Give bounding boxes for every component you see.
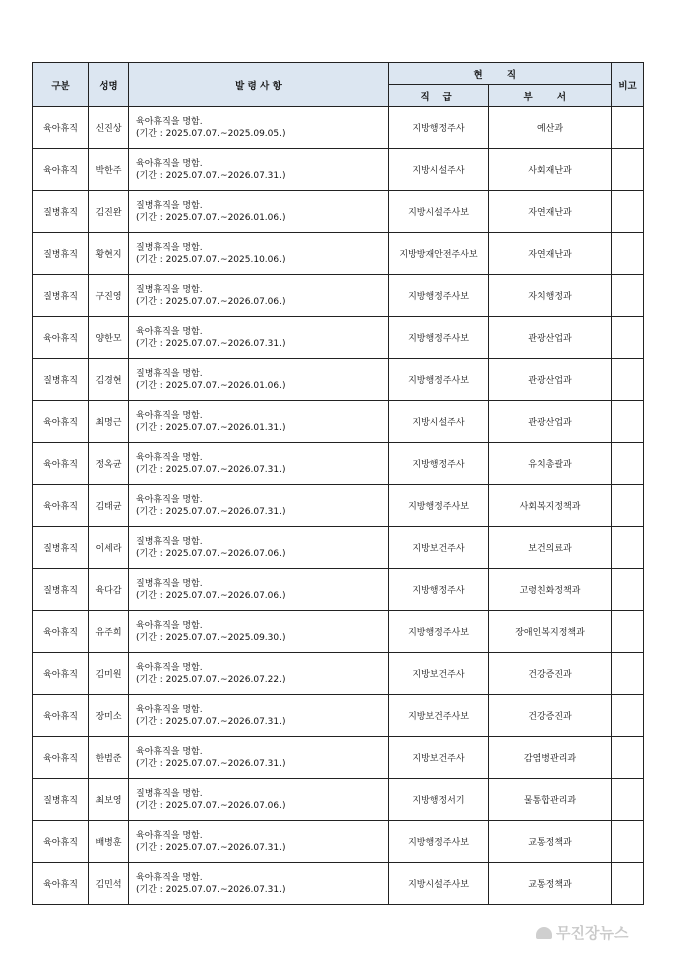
table-row <box>33 317 644 359</box>
rank-cell: 지방행정서기 <box>389 779 489 821</box>
personnel-order-table <box>32 62 644 905</box>
order-cell <box>129 149 389 191</box>
order-text: 육아휴직을 명함. <box>136 830 203 841</box>
order-cell <box>129 485 389 527</box>
order-period: (기간 : 2025.07.07.~2026.07.31.) <box>136 842 286 853</box>
remark-cell <box>612 191 644 233</box>
logo-icon <box>536 927 552 939</box>
order-period: (기간 : 2025.07.07.~2026.07.31.) <box>136 716 286 727</box>
dept-cell: 자연재난과 <box>489 191 612 233</box>
dept-cell: 자치행정과 <box>489 275 612 317</box>
order-text: 질병휴직을 명함. <box>136 536 203 547</box>
remark-cell <box>612 653 644 695</box>
table-row <box>33 401 644 443</box>
remark-cell <box>612 485 644 527</box>
dept-cell: 유치총괄과 <box>489 443 612 485</box>
header-dept: 부 서 <box>489 85 612 107</box>
name-cell: 이세라 <box>89 527 129 569</box>
order-cell <box>129 737 389 779</box>
rank-cell: 지방시설주사보 <box>389 863 489 905</box>
order-text: 육아휴직을 명함. <box>136 326 203 337</box>
remark-cell <box>612 443 644 485</box>
name-cell: 김진완 <box>89 191 129 233</box>
dept-cell: 교통정책과 <box>489 821 612 863</box>
remark-cell <box>612 527 644 569</box>
order-period: (기간 : 2025.07.07.~2026.01.31.) <box>136 422 286 433</box>
division-cell: 질병휴직 <box>33 527 89 569</box>
order-cell <box>129 653 389 695</box>
division-cell: 질병휴직 <box>33 233 89 275</box>
remark-cell <box>612 821 644 863</box>
table-row <box>33 695 644 737</box>
order-period: (기간 : 2025.07.07.~2026.07.06.) <box>136 296 286 307</box>
order-cell <box>129 401 389 443</box>
name-cell: 황현지 <box>89 233 129 275</box>
order-cell <box>129 779 389 821</box>
order-text: 질병휴직을 명함. <box>136 368 203 379</box>
rank-cell: 지방보건주사 <box>389 527 489 569</box>
name-cell: 정옥균 <box>89 443 129 485</box>
rank-cell: 지방방재안전주사보 <box>389 233 489 275</box>
rank-cell: 지방보건주사보 <box>389 695 489 737</box>
watermark <box>536 922 628 943</box>
remark-cell <box>612 863 644 905</box>
order-period: (기간 : 2025.07.07.~2025.10.06.) <box>136 254 286 265</box>
division-cell: 육아휴직 <box>33 863 89 905</box>
order-period: (기간 : 2025.07.07.~2026.07.06.) <box>136 800 286 811</box>
dept-cell: 물통합관리과 <box>489 779 612 821</box>
header-current: 현 직 <box>389 63 612 85</box>
name-cell: 최명근 <box>89 401 129 443</box>
table-row <box>33 569 644 611</box>
name-cell: 장미소 <box>89 695 129 737</box>
order-period: (기간 : 2025.07.07.~2025.09.30.) <box>136 632 286 643</box>
header-rank: 직 급 <box>389 85 489 107</box>
header-remarks: 비고 <box>612 63 644 107</box>
rank-cell: 지방시설주사보 <box>389 191 489 233</box>
dept-cell: 감염병관리과 <box>489 737 612 779</box>
order-text: 육아휴직을 명함. <box>136 746 203 757</box>
order-cell <box>129 275 389 317</box>
division-cell: 질병휴직 <box>33 779 89 821</box>
order-cell <box>129 317 389 359</box>
rank-cell: 지방보건주사 <box>389 737 489 779</box>
order-cell <box>129 107 389 149</box>
table-row <box>33 779 644 821</box>
division-cell: 육아휴직 <box>33 821 89 863</box>
order-text: 육아휴직을 명함. <box>136 620 203 631</box>
rank-cell: 지방시설주사 <box>389 149 489 191</box>
order-text: 육아휴직을 명함. <box>136 704 203 715</box>
table-row <box>33 485 644 527</box>
order-period: (기간 : 2025.07.07.~2026.01.06.) <box>136 380 286 391</box>
division-cell: 육아휴직 <box>33 695 89 737</box>
division-cell: 육아휴직 <box>33 443 89 485</box>
division-cell: 육아휴직 <box>33 107 89 149</box>
name-cell: 양한모 <box>89 317 129 359</box>
rank-cell: 지방행정주사 <box>389 443 489 485</box>
order-period: (기간 : 2025.07.07.~2026.07.22.) <box>136 674 286 685</box>
division-cell: 질병휴직 <box>33 275 89 317</box>
remark-cell <box>612 401 644 443</box>
name-cell: 한범준 <box>89 737 129 779</box>
remark-cell <box>612 611 644 653</box>
remark-cell <box>612 233 644 275</box>
dept-cell: 교통정책과 <box>489 863 612 905</box>
dept-cell: 사회재난과 <box>489 149 612 191</box>
name-cell: 최보영 <box>89 779 129 821</box>
remark-cell <box>612 569 644 611</box>
name-cell: 육다감 <box>89 569 129 611</box>
name-cell: 김미원 <box>89 653 129 695</box>
remark-cell <box>612 779 644 821</box>
order-cell <box>129 359 389 401</box>
table-row <box>33 527 644 569</box>
table-row <box>33 149 644 191</box>
name-cell: 구진영 <box>89 275 129 317</box>
dept-cell: 사회복지정책과 <box>489 485 612 527</box>
order-cell <box>129 443 389 485</box>
table-row <box>33 611 644 653</box>
order-period: (기간 : 2025.07.07.~2026.01.06.) <box>136 212 286 223</box>
dept-cell: 고령친화정책과 <box>489 569 612 611</box>
division-cell: 육아휴직 <box>33 653 89 695</box>
name-cell: 신진상 <box>89 107 129 149</box>
order-period: (기간 : 2025.07.07.~2025.09.05.) <box>136 128 286 139</box>
table-row <box>33 233 644 275</box>
table-row <box>33 737 644 779</box>
name-cell: 김태균 <box>89 485 129 527</box>
rank-cell: 지방행정주사보 <box>389 317 489 359</box>
order-text: 육아휴직을 명함. <box>136 410 203 421</box>
rank-cell: 지방행정주사보 <box>389 611 489 653</box>
order-period: (기간 : 2025.07.07.~2026.07.06.) <box>136 590 286 601</box>
dept-cell: 건강증진과 <box>489 653 612 695</box>
header-order: 발 령 사 항 <box>129 63 389 107</box>
order-text: 육아휴직을 명함. <box>136 452 203 463</box>
order-text: 육아휴직을 명함. <box>136 116 203 127</box>
division-cell: 질병휴직 <box>33 359 89 401</box>
remark-cell <box>612 317 644 359</box>
name-cell: 박한주 <box>89 149 129 191</box>
order-period: (기간 : 2025.07.07.~2026.07.31.) <box>136 338 286 349</box>
dept-cell: 관광산업과 <box>489 401 612 443</box>
rank-cell: 지방시설주사 <box>389 401 489 443</box>
table-row <box>33 359 644 401</box>
order-cell <box>129 191 389 233</box>
dept-cell: 건강증진과 <box>489 695 612 737</box>
header-name: 성명 <box>89 63 129 107</box>
division-cell: 질병휴직 <box>33 191 89 233</box>
order-text: 질병휴직을 명함. <box>136 200 203 211</box>
table-row <box>33 191 644 233</box>
order-period: (기간 : 2025.07.07.~2026.07.31.) <box>136 464 286 475</box>
order-text: 육아휴직을 명함. <box>136 158 203 169</box>
rank-cell: 지방행정주사 <box>389 569 489 611</box>
order-text: 질병휴직을 명함. <box>136 242 203 253</box>
remark-cell <box>612 737 644 779</box>
rank-cell: 지방행정주사보 <box>389 359 489 401</box>
rank-cell: 지방행정주사보 <box>389 821 489 863</box>
division-cell: 육아휴직 <box>33 611 89 653</box>
table-row <box>33 443 644 485</box>
name-cell: 김경현 <box>89 359 129 401</box>
order-text: 질병휴직을 명함. <box>136 578 203 589</box>
order-cell <box>129 695 389 737</box>
table-row <box>33 275 644 317</box>
name-cell: 김민석 <box>89 863 129 905</box>
order-cell <box>129 233 389 275</box>
division-cell: 육아휴직 <box>33 149 89 191</box>
name-cell: 유주희 <box>89 611 129 653</box>
dept-cell: 장애인복지정책과 <box>489 611 612 653</box>
header-division: 구분 <box>33 63 89 107</box>
order-cell <box>129 821 389 863</box>
order-cell <box>129 863 389 905</box>
remark-cell <box>612 695 644 737</box>
order-period: (기간 : 2025.07.07.~2026.07.31.) <box>136 758 286 769</box>
name-cell: 배병훈 <box>89 821 129 863</box>
order-period: (기간 : 2025.07.07.~2026.07.31.) <box>136 884 286 895</box>
table-row <box>33 653 644 695</box>
remark-cell <box>612 149 644 191</box>
division-cell: 육아휴직 <box>33 401 89 443</box>
remark-cell <box>612 107 644 149</box>
dept-cell: 보건의료과 <box>489 527 612 569</box>
order-period: (기간 : 2025.07.07.~2026.07.06.) <box>136 548 286 559</box>
dept-cell: 자연재난과 <box>489 233 612 275</box>
order-cell <box>129 611 389 653</box>
table-row <box>33 821 644 863</box>
division-cell: 질병휴직 <box>33 569 89 611</box>
watermark-text: 무진장뉴스 <box>556 924 629 942</box>
dept-cell: 관광산업과 <box>489 359 612 401</box>
rank-cell: 지방행정주사보 <box>389 485 489 527</box>
dept-cell: 관광산업과 <box>489 317 612 359</box>
remark-cell <box>612 359 644 401</box>
division-cell: 육아휴직 <box>33 737 89 779</box>
order-cell <box>129 527 389 569</box>
order-period: (기간 : 2025.07.07.~2026.07.31.) <box>136 506 286 517</box>
table-row <box>33 863 644 905</box>
order-cell <box>129 569 389 611</box>
division-cell: 육아휴직 <box>33 485 89 527</box>
order-period: (기간 : 2025.07.07.~2026.07.31.) <box>136 170 286 181</box>
dept-cell: 예산과 <box>489 107 612 149</box>
order-text: 육아휴직을 명함. <box>136 872 203 883</box>
order-text: 질병휴직을 명함. <box>136 284 203 295</box>
rank-cell: 지방보건주사 <box>389 653 489 695</box>
order-text: 질병휴직을 명함. <box>136 788 203 799</box>
rank-cell: 지방행정주사 <box>389 107 489 149</box>
order-text: 육아휴직을 명함. <box>136 494 203 505</box>
table-row <box>33 107 644 149</box>
remark-cell <box>612 275 644 317</box>
rank-cell: 지방행정주사보 <box>389 275 489 317</box>
division-cell: 육아휴직 <box>33 317 89 359</box>
order-text: 육아휴직을 명함. <box>136 662 203 673</box>
